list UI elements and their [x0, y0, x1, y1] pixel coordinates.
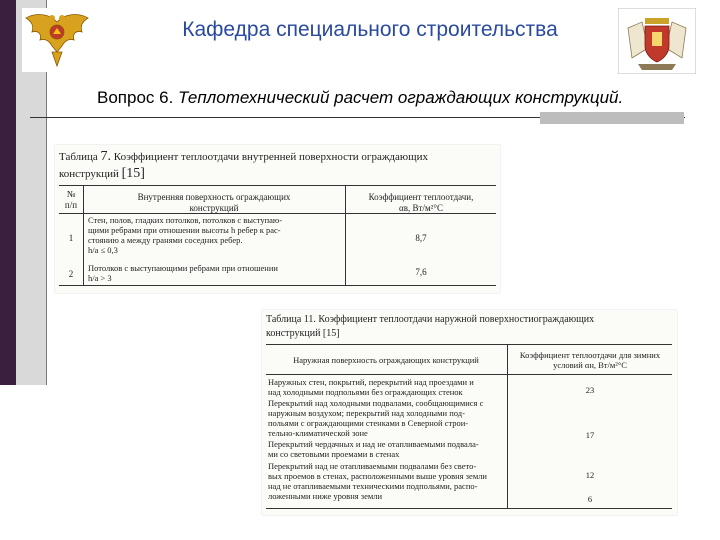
left-decorative-bar — [0, 0, 46, 540]
question-text: Теплотехнический расчет ограждающих конструкций. — [178, 88, 624, 107]
table-11-row-3-value: 12 — [585, 470, 595, 480]
table-11-top-line — [266, 344, 672, 345]
table-11-row-3-surface: Перекрытий чердачных и над не отапливаемыми подвала- ми со световыми проемами в стенах — [268, 439, 479, 459]
table-11-row-1-surface: Наружных стен, покрытий, перекрытий над проездами и над холодными подпольями без ограждающих стенок — [268, 377, 474, 397]
eagle-icon — [22, 8, 92, 72]
table-11-header-line — [266, 374, 672, 375]
table-11-row-2-value: 17 — [585, 430, 595, 440]
page-title: Кафедра специального строительства — [182, 18, 558, 41]
table-7-scan — [55, 145, 500, 293]
table-7-row-1-surface: Стен, полов, гладких потолков, потолков с выступаю- щими ребрами при отношении высоты h ребер к рас- стоянию а между гранями соседних ребер. h/a ≤ 0,3 — [88, 215, 283, 255]
table-7-caption-text: Коэффициент теплоотдачи внутренней поверхности ограждающих — [113, 151, 428, 163]
table-11-row-4-surface: Перекрытий над не отапливаемыми подвалами без свето- вых проемов в стенах, расположенными выше уровня земли над не отапливаемыми техническими подпольями, распо- ложенными ниже уровня земли — [268, 461, 487, 501]
table-7-row-2-value: 7,6 — [415, 267, 427, 277]
table-7-caption-prefix: Таблица — [59, 151, 98, 163]
table-7-header-surface: Внутренняя поверхность ограждающих конструкций — [137, 192, 291, 213]
question-heading — [97, 88, 623, 108]
table-7-caption-number: 7. — [100, 149, 112, 164]
military-eagle-emblem — [22, 8, 92, 72]
table-7-row-1-num: 1 — [68, 233, 74, 243]
table-7-vline-1 — [83, 185, 84, 285]
left-bar-bottom — [0, 385, 46, 540]
table-7-header-line — [59, 213, 496, 214]
table-11-caption-line2: конструкций [15] — [266, 328, 340, 339]
table-7-caption-line2-text: конструкций — [59, 168, 119, 180]
left-bar-dark-strip — [0, 0, 16, 385]
table-11-header-surface: Наружная поверхность ограждающих конструкций — [293, 355, 479, 365]
table-11-bottom-line — [266, 508, 672, 509]
table-7-row-1-value: 8,7 — [415, 233, 427, 243]
table-7-header-num: № п/п — [64, 189, 78, 210]
table-11-scan — [262, 310, 677, 515]
table-7-row-2-num: 2 — [68, 269, 74, 279]
table-7-caption-line2 — [59, 167, 145, 181]
heading-rule-block — [540, 112, 684, 124]
table-11-vline — [507, 344, 508, 508]
table-7-bottom-line — [59, 285, 496, 286]
table-11-header-coef: Коэффициент теплоотдачи для зимних условий αн, Вт/м²°С — [519, 350, 661, 370]
table-7-header-coef: Коэффициент теплоотдачи, αв, Вт/м²°С — [368, 192, 474, 213]
table-11-caption: Таблица 11. Коэффициент теплоотдачи наружной поверхностиограждающих — [266, 314, 595, 325]
question-number: Вопрос 6. — [97, 88, 174, 107]
table-7-caption — [59, 150, 499, 164]
table-7-vline-2 — [345, 185, 346, 285]
table-11-row-1-value: 23 — [585, 385, 595, 395]
table-7-top-line — [59, 185, 496, 186]
table-7-row-2-surface: Потолков с выступающими ребрами при отношении h/a > 3 — [88, 263, 278, 283]
table-11-row-4-value: 6 — [587, 494, 593, 504]
table-11-row-2-surface: Перекрытий над холодными подвалами, сообщающимися с наружным воздухом; перекрытий над холодными под- польями с ограждающими стенками в Северной строи- тельно-климатической зоне — [268, 398, 484, 438]
table-7-caption-ref: [15] — [121, 166, 145, 181]
